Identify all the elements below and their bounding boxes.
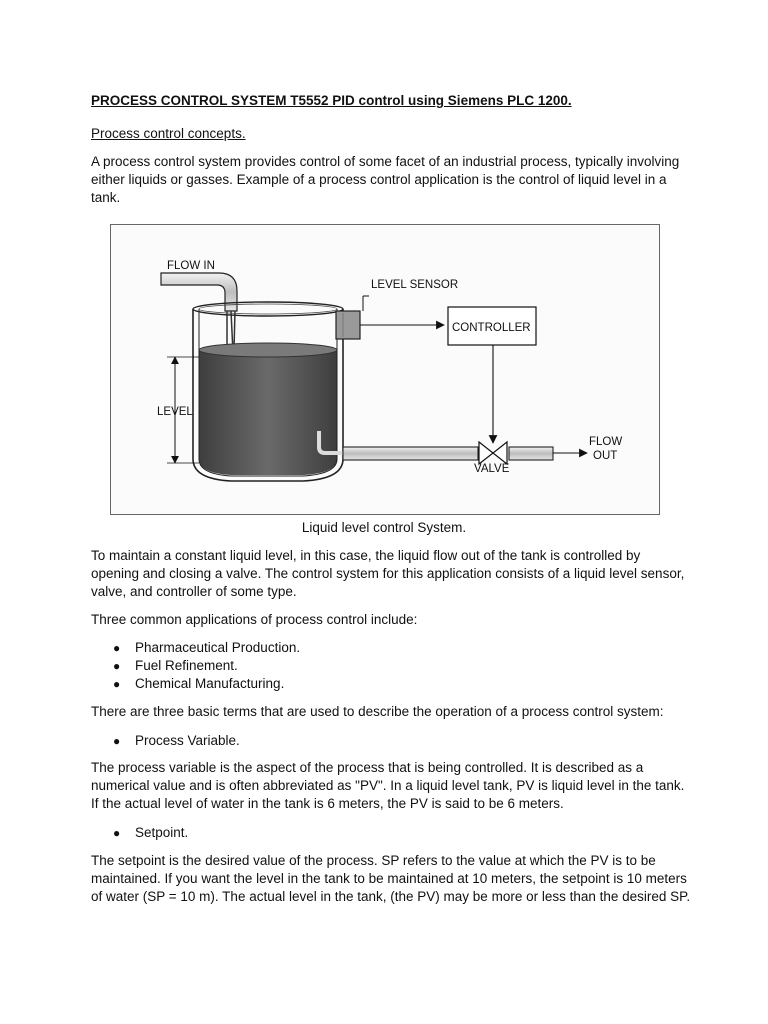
bullet-icon: ● <box>113 734 121 748</box>
flow-in-label: FLOW IN <box>167 260 215 272</box>
flow-out-label-2: OUT <box>593 450 618 462</box>
list-item: ● Chemical Manufacturing. <box>113 676 285 691</box>
controller-label: CONTROLLER <box>452 322 531 334</box>
valve-label: VALVE <box>474 463 510 475</box>
list-item: ● Pharmaceutical Production. <box>113 640 301 655</box>
paragraph-setpoint: The setpoint is the desired value of the process. SP refers to the value at which the PV is to be maintained. If you want the level in the tank to be maintained at 10 meters, the setpoint is 10 meters of water (SP = 10 m). The actual level in the tank, (the PV) may be more or less than the desired SP. <box>91 853 691 904</box>
bullet-icon: ● <box>113 659 121 673</box>
term-list-2 <box>0 824 188 842</box>
intro-paragraph: A process control system provides control of some facet of an industrial process, typically involving either liquids or gasses. Example of a process control application is the control of liquid level in a tank. <box>91 154 680 205</box>
list-item: ● Fuel Refinement. <box>113 658 238 673</box>
bullet-icon: ● <box>113 826 121 840</box>
paragraph-applications-intro: Three common applications of process control include: <box>91 612 418 627</box>
level-sensor <box>336 311 360 339</box>
level-label: LEVEL <box>157 406 193 418</box>
bullet-icon: ● <box>113 641 121 655</box>
outlet-pipe <box>343 447 553 460</box>
section-heading: Process control concepts. <box>91 126 246 141</box>
figure-caption: Liquid level control System. <box>301 520 467 535</box>
flow-out-label-1: FLOW <box>589 436 623 448</box>
tank <box>193 302 343 481</box>
paragraph-flow-control: To maintain a constant liquid level, in this case, the liquid flow out of the tank is controlled by opening and closing a valve. The control system for this application consists of a liquid level sensor, valve, and controller of some type. <box>91 548 685 599</box>
level-sensor-label: LEVEL SENSOR <box>371 279 459 291</box>
bullet-icon: ● <box>113 677 121 691</box>
list-item: ● Setpoint. <box>113 825 189 840</box>
document-title: PROCESS CONTROL SYSTEM T5552 PID control using Siemens PLC 1200. <box>91 93 572 108</box>
liquid-level-diagram <box>110 224 660 515</box>
paragraph-process-variable: The process variable is the aspect of the process that is being controlled. It is described as a numerical value and is often abbreviated as "PV". In a liquid level tank, PV is liquid level in the tank. If the actual level of water in the tank is 6 meters, the PV is said to be 6 meters. <box>91 760 685 811</box>
paragraph-basic-terms: There are three basic terms that are used to describe the operation of a process control system: <box>91 704 664 719</box>
applications-list <box>0 639 300 693</box>
list-item: ● Process Variable. <box>113 733 240 748</box>
valve <box>479 442 507 464</box>
term-list-1 <box>0 732 240 750</box>
